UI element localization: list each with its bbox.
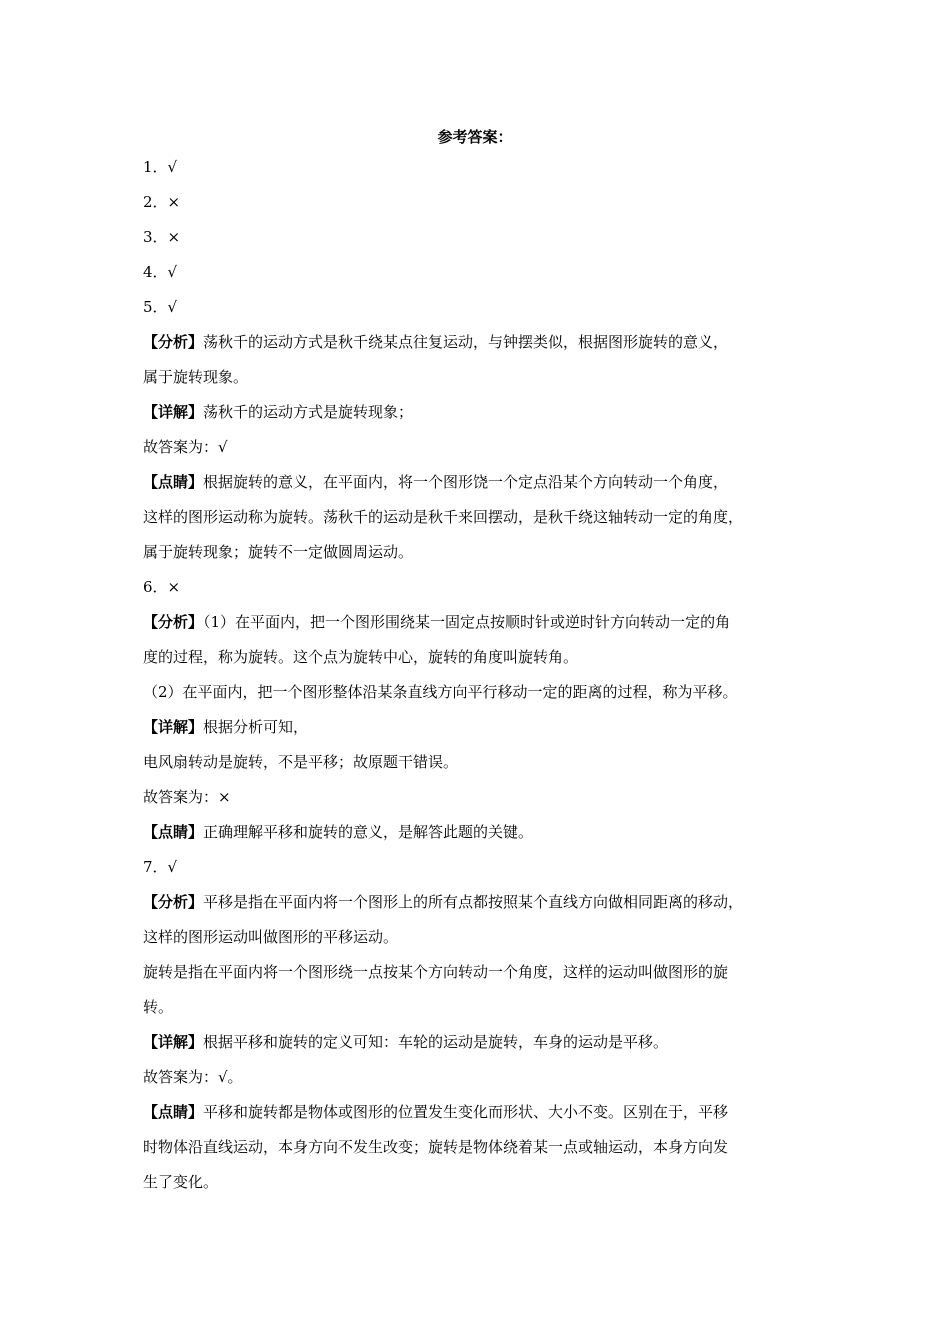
line-text: 故答案为：√。	[143, 1068, 243, 1086]
section-tag: 【详解】	[143, 718, 204, 736]
text-line	[143, 220, 813, 255]
text-line	[143, 150, 813, 185]
section-tag: 【分析】	[143, 893, 204, 911]
line-text: 属于旋转现象；旋转不一定做圆周运动。	[143, 543, 414, 561]
section-tag: 【分析】	[143, 333, 204, 351]
line-text: 这样的图形运动叫做图形的平移运动。	[143, 928, 399, 946]
line-text: 故答案为：×	[143, 788, 231, 806]
text-line	[143, 535, 813, 570]
text-line	[143, 570, 813, 605]
text-line	[143, 920, 813, 955]
line-text: 4．√	[143, 263, 178, 281]
line-text: 3．×	[143, 228, 181, 246]
line-text: 属于旋转现象。	[143, 368, 249, 386]
text-line	[143, 1095, 813, 1130]
text-line	[143, 1130, 813, 1165]
line-text: 转。	[143, 998, 174, 1016]
line-text: 时物体沿直线运动，本身方向不发生改变；旋转是物体绕着某一点或轴运动，本身方向发	[143, 1138, 729, 1156]
line-text: 平移是指在平面内将一个图形上的所有点都按照某个直线方向做相同距离的移动，	[203, 893, 744, 911]
text-line	[143, 290, 813, 325]
page-title: 参考答案：	[437, 128, 513, 146]
section-tag: 【详解】	[143, 403, 204, 421]
answer-body	[143, 150, 813, 1200]
text-line	[143, 465, 813, 500]
line-text: 根据旋转的意义，在平面内，将一个图形饶一个定点沿某个方向转动一个角度，	[203, 473, 729, 491]
text-line	[143, 745, 813, 780]
text-line	[143, 395, 813, 430]
text-line	[143, 605, 813, 640]
line-text: 故答案为：√	[143, 438, 228, 456]
line-text: 2．×	[143, 193, 181, 211]
text-line	[143, 185, 813, 220]
line-text: 7．√	[143, 858, 178, 876]
line-text: 生了变化。	[143, 1173, 219, 1191]
text-line	[143, 360, 813, 395]
line-text: （2）在平面内，把一个图形整体沿某条直线方向平行移动一定的距离的过程，称为平移。	[143, 683, 738, 701]
text-line	[143, 780, 813, 815]
line-text: 荡秋千的运动方式是秋千绕某点往复运动，与钟摆类似，根据图形旋转的意义，	[203, 333, 729, 351]
text-line	[143, 430, 813, 465]
text-line	[143, 500, 813, 535]
line-text: （1）在平面内，把一个图形围绕某一固定点按顺时针或逆时针方向转动一定的角	[203, 613, 731, 631]
section-tag: 【详解】	[143, 1033, 204, 1051]
line-text: 旋转是指在平面内将一个图形绕一点按某个方向转动一个角度，这样的运动叫做图形的旋	[143, 963, 729, 981]
line-text: 度的过程，称为旋转。这个点为旋转中心，旋转的角度叫旋转角。	[143, 648, 579, 666]
text-line	[143, 1165, 813, 1200]
text-line	[143, 255, 813, 290]
text-line	[143, 710, 813, 745]
section-tag: 【点睛】	[143, 1103, 204, 1121]
line-text: 这样的图形运动称为旋转。荡秋千的运动是秋千来回摆动，是秋千绕这轴转动一定的角度，	[143, 508, 744, 526]
line-text: 5．√	[143, 298, 178, 316]
section-tag: 【点睛】	[143, 473, 204, 491]
line-text: 电风扇转动是旋转，不是平移；故原题干错误。	[143, 753, 459, 771]
text-line	[143, 815, 813, 850]
text-line	[143, 1025, 813, 1060]
text-line	[143, 325, 813, 360]
line-text: 荡秋千的运动方式是旋转现象；	[203, 403, 414, 421]
text-line	[143, 885, 813, 920]
text-line	[143, 1060, 813, 1095]
line-text: 正确理解平移和旋转的意义，是解答此题的关键。	[203, 823, 534, 841]
text-line	[143, 990, 813, 1025]
line-text: 6．×	[143, 578, 181, 596]
line-text: 平移和旋转都是物体或图形的位置发生变化而形状、大小不变。区别在于，平移	[203, 1103, 729, 1121]
line-text: 根据分析可知，	[203, 718, 309, 736]
line-text: 根据平移和旋转的定义可知：车轮的运动是旋转，车身的运动是平移。	[203, 1033, 669, 1051]
section-tag: 【点睛】	[143, 823, 204, 841]
text-line	[143, 675, 813, 710]
section-tag: 【分析】	[143, 613, 204, 631]
text-line	[143, 955, 813, 990]
text-line	[143, 850, 813, 885]
line-text: 1．√	[143, 158, 178, 176]
text-line	[143, 640, 813, 675]
